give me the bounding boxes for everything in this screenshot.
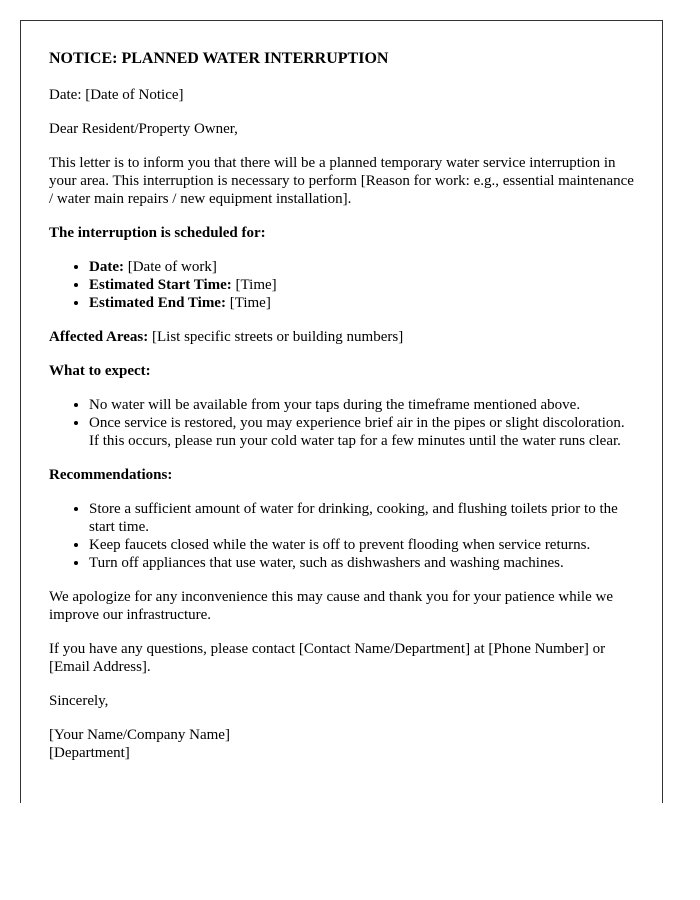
signature-name: [Your Name/Company Name]	[49, 727, 230, 743]
apology-paragraph: We apologize for any inconvenience this may cause and thank you for your patience while we improve our infrastructure.	[49, 589, 614, 623]
intro-paragraph: This letter is to inform you that there will be a planned temporary water service interruption in your area. This interruption is necessary to perform [Reason for work: e.g., essential maintenance / water main repairs / new equipment installation].	[49, 155, 634, 207]
schedule-heading-text: The interruption is scheduled for:	[49, 225, 266, 241]
schedule-value: [Time]	[231, 277, 277, 293]
expect-heading-text: What to expect:	[49, 363, 151, 379]
schedule-label: Estimated End Time:	[89, 295, 226, 311]
signature-department: [Department]	[49, 745, 130, 761]
list-item: • Once service is restored, you may experience brief air in the pipes or slight discoloration. If this occurs, please run your cold water tap for a few minutes until the water runs clear.	[89, 414, 634, 450]
letter-title: NOTICE: PLANNED WATER INTERRUPTION	[49, 50, 389, 67]
schedule-label: Estimated Start Time:	[89, 277, 232, 293]
schedule-item-start	[89, 276, 634, 294]
salutation: Dear Resident/Property Owner,	[49, 121, 238, 137]
schedule-value: [Date of work]	[123, 259, 217, 275]
list-item: • Keep faucets closed while the water is off to prevent flooding when service returns.	[89, 536, 634, 554]
expect-heading	[49, 362, 634, 380]
recommend-heading-text: Recommendations:	[49, 467, 173, 483]
schedule-item-end	[89, 294, 634, 312]
schedule-list	[49, 258, 634, 312]
recommend-heading	[49, 466, 634, 484]
affected-value: [List specific streets or building numbers]	[148, 329, 404, 345]
affected-areas	[49, 328, 634, 346]
list-item: • Store a sufficient amount of water for drinking, cooking, and flushing toilets prior to the start time.	[89, 500, 634, 536]
list-item: • No water will be available from your taps during the timeframe mentioned above.	[89, 396, 634, 414]
letter	[20, 20, 663, 803]
expect-list	[49, 396, 634, 450]
affected-label: Affected Areas:	[49, 329, 149, 345]
schedule-heading	[49, 224, 634, 242]
contact-paragraph: If you have any questions, please contact [Contact Name/Department] at [Phone Number] or [Email Address].	[49, 641, 606, 675]
closing: Sincerely,	[49, 693, 109, 709]
signature	[49, 726, 634, 762]
schedule-value: [Time]	[225, 295, 271, 311]
date-line: Date: [Date of Notice]	[49, 87, 184, 103]
schedule-item-date	[89, 258, 634, 276]
recommend-list	[49, 500, 634, 572]
schedule-label: Date:	[89, 259, 124, 275]
list-item: • Turn off appliances that use water, such as dishwashers and washing machines.	[89, 554, 634, 572]
